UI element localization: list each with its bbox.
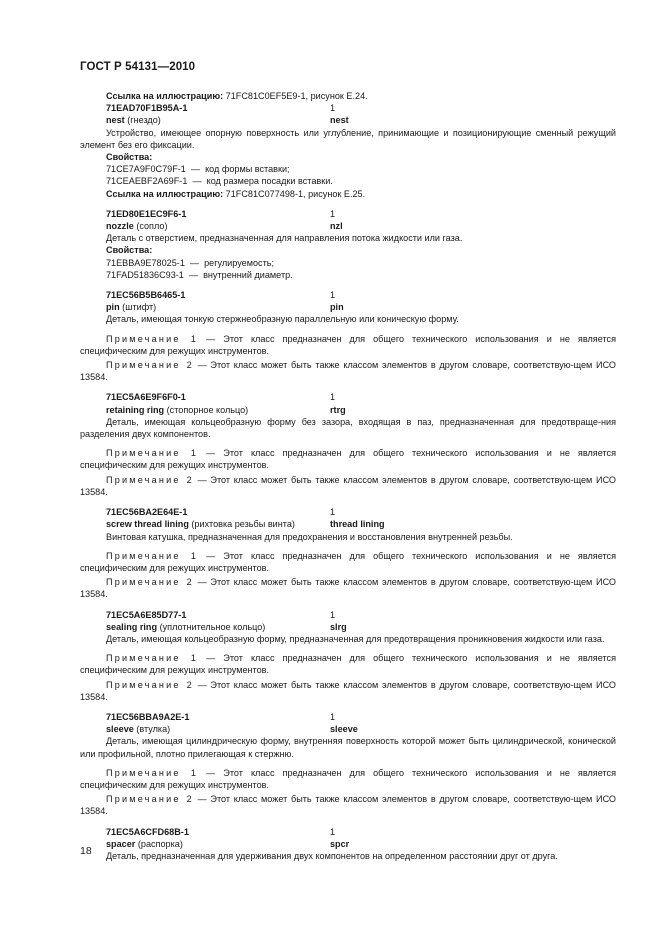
entry-term-line: [80, 404, 616, 416]
entry-term-line: [80, 518, 616, 530]
property-text: внутренний диаметр.: [203, 269, 293, 280]
entry-code-line: [80, 826, 616, 838]
entry-version: 1: [330, 103, 336, 114]
entry-code: 71EC56BBA9A2E-1: [106, 711, 190, 722]
entry-abbreviation: thread lining: [330, 519, 385, 530]
entry-code-line: [80, 102, 616, 114]
illustration-reference: [80, 90, 616, 102]
entry-note: [80, 447, 616, 471]
note-text: — Этот класс может быть также классом элементов в другом словаре, соответствую-щем ИСО 13584.: [80, 794, 617, 817]
entry-definition: Деталь, имеющая кольцеобразную форму без зазора, входящая в паз, предназначенная для предотвраще-ния разделения двух компонентов.: [80, 416, 616, 440]
properties-label: Свойства:: [106, 245, 153, 256]
entry-code-line: [80, 391, 616, 403]
entry-code: 71EC5A6E9F6F0-1: [106, 392, 186, 403]
entry-term-line: [80, 723, 616, 735]
entry-definition: Деталь с отверстием, предназначенная для направления потока жидкости или газа.: [106, 233, 463, 244]
glossary-entry: [80, 711, 616, 818]
property-dash: —: [190, 164, 201, 175]
reference-label: Ссылка на иллюстрацию:: [106, 188, 224, 199]
entry-version: 1: [330, 392, 336, 403]
note-text: — Этот класс может быть также классом элементов в другом словаре, соответствую-щем ИСО 13584.: [80, 577, 617, 600]
note-text: — Этот класс может быть также классом элементов в другом словаре, соответствую-щем ИСО 13584.: [80, 360, 617, 383]
reference-label: Ссылка на иллюстрацию:: [106, 91, 224, 101]
entry-definition: Деталь, имеющая кольцеобразную форму, предназначенная для предотвращения проникновения жидкости или газа.: [106, 633, 605, 644]
entry-code-line: [80, 208, 616, 220]
entry-code: 71EC5A6CFD68B-1: [106, 826, 189, 837]
property-item: [80, 269, 616, 281]
entry-abbreviation: slrg: [330, 621, 347, 632]
entry-term-line: [80, 301, 616, 313]
property-code: 71FAD51836C93-1: [106, 269, 184, 280]
entry-term-ru: (штифт): [119, 302, 157, 313]
entry-abbreviation: spcr: [330, 838, 350, 849]
entry-definition: Деталь, имеющая тонкую стержнеобразную параллельную или коническую форму.: [106, 314, 459, 325]
glossary-entry: [80, 289, 616, 383]
property-item: [80, 257, 616, 269]
entry-term-ru: (рихтовка резьбы винта): [188, 519, 295, 530]
document-body: [80, 90, 616, 862]
note-label: Примечание 2: [106, 679, 194, 690]
entry-term: sealing ring: [106, 621, 158, 632]
entry-note: [80, 793, 616, 817]
note-label: Примечание 1: [106, 767, 199, 778]
entry-definition: Деталь, имеющая цилиндрическую форму, внутренняя поверхность которой может быть цилиндрической, конической или профильной, плотно прилегающая к стержню.: [80, 736, 616, 759]
glossary-entry: [80, 391, 616, 498]
entry-abbreviation: rtrg: [330, 404, 346, 415]
entry-term-ru: (гнездо): [124, 115, 161, 126]
note-label: Примечание 1: [106, 448, 199, 459]
note-label: Примечание 1: [106, 653, 199, 664]
property-text: регулируемость;: [204, 257, 275, 268]
property-dash: —: [189, 257, 200, 268]
reference-value: 71FC81C077498-1, рисунок E.25.: [223, 188, 366, 199]
properties-label: Свойства:: [106, 152, 153, 163]
property-item: [80, 163, 616, 175]
page-number: 18: [80, 845, 92, 857]
glossary-entry: [80, 208, 616, 281]
property-dash: —: [188, 269, 199, 280]
illustration-reference: [80, 188, 616, 200]
entry-version: 1: [330, 609, 336, 620]
entry-term-line: [80, 621, 616, 633]
entry-version: 1: [330, 711, 336, 722]
entry-term: retaining ring: [106, 404, 165, 415]
entry-term-ru: (распорка): [135, 838, 183, 849]
note-text: — Этот класс может быть также классом элементов в другом словаре, соответствую-щем ИСО 13584.: [80, 474, 617, 497]
entry-abbreviation: pin: [330, 302, 344, 313]
glossary-entry: [80, 609, 616, 703]
entry-abbreviation: nzl: [330, 221, 343, 232]
note-label: Примечание 2: [106, 474, 194, 485]
property-code: 71CE7A9F0C79F-1: [106, 164, 186, 175]
entry-version: 1: [330, 507, 336, 518]
property-item: [80, 175, 616, 187]
entry-term-ru: (стопорное кольцо): [164, 404, 249, 415]
entry-term: nest: [106, 115, 125, 126]
entry-term: nozzle: [106, 221, 134, 232]
entry-term-line: [80, 838, 616, 850]
entry-term: pin: [106, 302, 120, 313]
entry-term-line: [80, 220, 616, 232]
entry-note: [80, 576, 616, 600]
entry-version: 1: [330, 290, 336, 301]
note-label: Примечание 1: [106, 333, 199, 344]
entry-definition: Устройство, имеющее опорную поверхность или углубление, принимающие и позиционирующие сменный режущий элемент без его фиксации.: [80, 127, 616, 150]
note-text: — Этот класс предназначен для общего технического использования и не является специфическим для режущих инструментов.: [80, 653, 616, 676]
entry-note: [80, 679, 616, 703]
note-text: — Этот класс предназначен для общего технического использования и не является специфическим для режущих инструментов.: [80, 448, 616, 471]
entry-version: 1: [330, 826, 336, 837]
entry-note: [80, 767, 616, 791]
entry-code: 71ED80E1EC9F6-1: [106, 208, 187, 219]
entry-note: [80, 359, 616, 383]
entry-term-ru: (уплотнительное кольцо): [157, 621, 266, 632]
property-text: код формы вставки;: [205, 164, 290, 175]
property-dash: —: [192, 176, 202, 187]
entry-code-line: [80, 711, 616, 723]
entry-term-ru: (втулка): [133, 724, 171, 735]
property-code: 71CEAEBF2A69F-1: [106, 176, 188, 187]
entry-abbreviation: sleeve: [330, 724, 358, 735]
entry-note: [80, 474, 616, 498]
glossary-entry: [80, 102, 616, 200]
entry-note: [80, 652, 616, 676]
document-title: ГОСТ Р 54131—2010: [80, 61, 196, 73]
entry-abbreviation: nest: [330, 115, 349, 126]
entry-code: 71EC56BA2E64E-1: [106, 507, 188, 518]
note-text: — Этот класс может быть также классом элементов в другом словаре, соответствую-щем ИСО 13584.: [80, 679, 617, 702]
note-label: Примечание 1: [106, 550, 199, 561]
entry-code-line: [80, 506, 616, 518]
note-text: — Этот класс предназначен для общего технического использования и не является специфическим для режущих инструментов.: [80, 767, 616, 790]
entry-term: screw thread lining: [106, 519, 189, 530]
note-label: Примечание 2: [106, 360, 194, 371]
glossary-entry: [80, 826, 616, 863]
entry-code-line: [80, 609, 616, 621]
entry-code: 71EC5A6E85D77-1: [106, 609, 187, 620]
reference-value: 71FC81C0EF5E9-1, рисунок E.24.: [223, 91, 368, 101]
note-label: Примечание 2: [106, 577, 194, 588]
note-text: — Этот класс предназначен для общего технического использования и не является специфическим для режущих инструментов.: [80, 333, 616, 356]
entry-version: 1: [330, 208, 336, 219]
entry-term: spacer: [106, 838, 136, 849]
entry-definition: Деталь, предназначенная для удерживания двух компонентов на определенном расстоянии друг от друга.: [106, 850, 558, 861]
entry-note: [80, 333, 616, 357]
note-text: — Этот класс предназначен для общего технического использования и не является специфическим для режущих инструментов.: [80, 550, 616, 573]
entry-term-ru: (сопло): [133, 221, 168, 232]
entry-code: 71EC56B5B6465-1: [106, 290, 186, 301]
property-code: 71EBBA9E78025-1: [106, 257, 185, 268]
entry-term: sleeve: [106, 724, 134, 735]
entry-code: 71EAD70F1B95A-1: [106, 103, 188, 114]
entry-code-line: [80, 289, 616, 301]
entry-definition: Винтовая катушка, предназначенная для предохранения и восстановления внутренней резьбы.: [106, 531, 513, 542]
property-text: код размера посадки вставки.: [206, 176, 333, 187]
entry-note: [80, 550, 616, 574]
entry-list: [80, 102, 616, 862]
glossary-entry: [80, 506, 616, 600]
entry-term-line: [80, 114, 616, 126]
note-label: Примечание 2: [106, 794, 194, 805]
